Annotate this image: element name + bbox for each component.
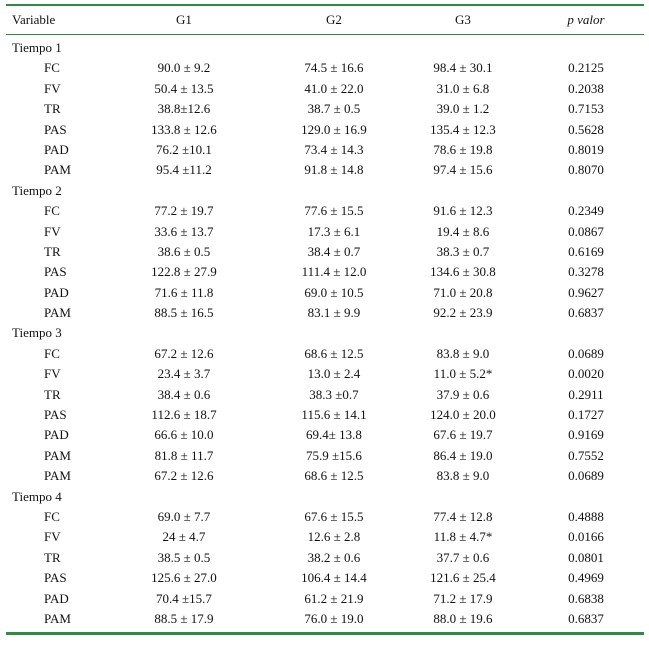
g3-cell: 124.0 ± 20.0 bbox=[430, 407, 496, 423]
data-table bbox=[6, 4, 644, 635]
g3-cell: 77.4 ± 12.8 bbox=[433, 508, 493, 524]
g3-cell: 86.4 ± 19.0 bbox=[433, 447, 493, 463]
g3-cell: 98.4 ± 30.1 bbox=[433, 60, 493, 76]
p-valor-cell: 0.6837 bbox=[568, 305, 604, 321]
g2-cell: 83.1 ± 9.9 bbox=[307, 305, 361, 321]
g2-cell: 12.6 ± 2.8 bbox=[307, 529, 361, 545]
g1-cell: 88.5 ± 16.5 bbox=[154, 305, 214, 321]
variable-cell: FV bbox=[44, 366, 61, 382]
group-label-row bbox=[6, 323, 644, 343]
g2-cell: 13.0 ± 2.4 bbox=[307, 366, 361, 382]
table-row bbox=[6, 242, 644, 262]
group-label-row bbox=[6, 181, 644, 201]
g1-cell: 24 ± 4.7 bbox=[162, 529, 206, 545]
g2-cell: 38.4 ± 0.7 bbox=[307, 243, 361, 259]
table-row bbox=[6, 609, 644, 629]
bottom-rule bbox=[6, 632, 644, 635]
g2-cell: 67.6 ± 15.5 bbox=[304, 508, 364, 524]
g3-cell: 38.3 ± 0.7 bbox=[436, 243, 490, 259]
table-row bbox=[6, 364, 644, 384]
g3-cell: 71.2 ± 17.9 bbox=[433, 590, 493, 606]
p-valor-cell: 0.3278 bbox=[568, 264, 604, 280]
group-label-row bbox=[6, 38, 644, 58]
g2-cell: 129.0 ± 16.9 bbox=[301, 121, 367, 137]
g3-cell: 135.4 ± 12.3 bbox=[430, 121, 496, 137]
g2-cell: 69.4± 13.8 bbox=[306, 427, 362, 443]
p-valor-cell: 0.9169 bbox=[568, 427, 604, 443]
g2-cell: 38.7 ± 0.5 bbox=[307, 101, 361, 117]
table-row bbox=[6, 466, 644, 486]
p-valor-cell: 0.2349 bbox=[568, 203, 604, 219]
table-row bbox=[6, 140, 644, 160]
g3-cell: 11.8 ± 4.7* bbox=[433, 529, 493, 545]
variable-cell: TR bbox=[44, 243, 61, 259]
group-label: Tiempo 2 bbox=[12, 182, 62, 198]
g1-cell: 77.2 ± 19.7 bbox=[154, 203, 214, 219]
g2-cell: 106.4 ± 14.4 bbox=[301, 570, 367, 586]
table-row bbox=[6, 222, 644, 242]
variable-cell: PAD bbox=[44, 427, 69, 443]
variable-cell: FV bbox=[44, 223, 61, 239]
g1-cell: 67.2 ± 12.6 bbox=[154, 345, 214, 361]
variable-cell: PAS bbox=[44, 121, 67, 137]
g1-cell: 50.4 ± 13.5 bbox=[154, 80, 214, 96]
group-label: Tiempo 1 bbox=[12, 40, 62, 55]
p-valor-cell: 0.0689 bbox=[568, 468, 604, 484]
p-valor-cell: 0.2038 bbox=[568, 80, 604, 96]
g2-cell: 38.2 ± 0.6 bbox=[307, 549, 361, 565]
table-row bbox=[6, 58, 644, 78]
g1-cell: 76.2 ±10.1 bbox=[156, 141, 212, 157]
g3-cell: 71.0 ± 20.8 bbox=[433, 284, 493, 300]
variable-cell: PAS bbox=[44, 264, 67, 280]
group-label: Tiempo 4 bbox=[12, 488, 62, 504]
variable-cell: PAM bbox=[44, 610, 71, 626]
p-valor-cell: 0.1727 bbox=[568, 407, 604, 423]
p-valor-cell: 0.7552 bbox=[568, 447, 604, 463]
g3-cell: 121.6 ± 25.4 bbox=[430, 570, 496, 586]
g1-cell: 38.5 ± 0.5 bbox=[157, 549, 211, 565]
variable-cell: PAM bbox=[44, 162, 71, 178]
g3-cell: 19.4 ± 8.6 bbox=[436, 223, 490, 239]
g1-cell: 66.6 ± 10.0 bbox=[154, 427, 214, 443]
g1-cell: 67.2 ± 12.6 bbox=[154, 468, 214, 484]
variable-cell: PAD bbox=[44, 141, 69, 157]
g1-cell: 38.8±12.6 bbox=[157, 101, 211, 117]
g3-cell: 88.0 ± 19.6 bbox=[433, 610, 493, 626]
p-valor-cell: 0.9627 bbox=[568, 284, 604, 300]
p-valor-cell: 0.2911 bbox=[568, 386, 604, 402]
p-valor-cell: 0.0867 bbox=[568, 223, 604, 239]
variable-cell: PAD bbox=[44, 590, 69, 606]
g3-cell: 11.0 ± 5.2* bbox=[433, 366, 493, 382]
p-valor-cell: 0.5628 bbox=[568, 121, 604, 137]
g3-cell: 37.9 ± 0.6 bbox=[436, 386, 490, 402]
g2-cell: 41.0 ± 22.0 bbox=[304, 80, 364, 96]
p-valor-cell: 0.2125 bbox=[568, 60, 604, 76]
table-row bbox=[6, 527, 644, 547]
variable-cell: PAD bbox=[44, 284, 69, 300]
g3-cell: 31.0 ± 6.8 bbox=[436, 80, 490, 96]
g1-cell: 33.6 ± 13.7 bbox=[154, 223, 214, 239]
p-valor-cell: 0.4969 bbox=[568, 570, 604, 586]
g1-cell: 95.4 ±11.2 bbox=[156, 162, 212, 178]
g2-cell: 17.3 ± 6.1 bbox=[307, 223, 361, 239]
g3-cell: 91.6 ± 12.3 bbox=[433, 203, 493, 219]
header-g1: G1 bbox=[176, 12, 192, 27]
header-g3: G3 bbox=[455, 12, 471, 27]
table-row bbox=[6, 303, 644, 323]
table-row bbox=[6, 385, 644, 405]
table-row bbox=[6, 507, 644, 527]
g3-cell: 39.0 ± 1.2 bbox=[436, 101, 490, 117]
g1-cell: 133.8 ± 12.6 bbox=[151, 121, 217, 137]
g2-cell: 77.6 ± 15.5 bbox=[304, 203, 364, 219]
table-body bbox=[6, 35, 644, 629]
g2-cell: 115.6 ± 14.1 bbox=[301, 407, 367, 423]
table-row bbox=[6, 425, 644, 445]
g1-cell: 81.8 ± 11.7 bbox=[154, 447, 214, 463]
p-valor-cell: 0.4888 bbox=[568, 508, 604, 524]
g1-cell: 38.6 ± 0.5 bbox=[157, 243, 211, 259]
g3-cell: 92.2 ± 23.9 bbox=[433, 305, 493, 321]
g3-cell: 78.6 ± 19.8 bbox=[433, 141, 493, 157]
g2-cell: 38.3 ±0.7 bbox=[309, 386, 359, 402]
variable-cell: FV bbox=[44, 80, 61, 96]
header-row bbox=[6, 6, 644, 34]
variable-cell: PAS bbox=[44, 407, 67, 423]
variable-cell: FV bbox=[44, 529, 61, 545]
g2-cell: 75.9 ±15.6 bbox=[306, 447, 362, 463]
group-label-row bbox=[6, 487, 644, 507]
variable-cell: PAM bbox=[44, 468, 71, 484]
g2-cell: 61.2 ± 21.9 bbox=[304, 590, 364, 606]
g1-cell: 69.0 ± 7.7 bbox=[157, 508, 211, 524]
p-valor-cell: 0.6837 bbox=[568, 610, 604, 626]
table-row bbox=[6, 568, 644, 588]
variable-cell: FC bbox=[44, 203, 60, 219]
p-valor-cell: 0.8019 bbox=[568, 141, 604, 157]
variable-cell: PAS bbox=[44, 570, 67, 586]
g2-cell: 69.0 ± 10.5 bbox=[304, 284, 364, 300]
table-row bbox=[6, 160, 644, 180]
g3-cell: 83.8 ± 9.0 bbox=[436, 345, 490, 361]
g3-cell: 134.6 ± 30.8 bbox=[430, 264, 496, 280]
table-row bbox=[6, 79, 644, 99]
g2-cell: 73.4 ± 14.3 bbox=[304, 141, 364, 157]
g3-cell: 67.6 ± 19.7 bbox=[433, 427, 493, 443]
p-valor-cell: 0.8070 bbox=[568, 162, 604, 178]
g1-cell: 71.6 ± 11.8 bbox=[154, 284, 214, 300]
variable-cell: TR bbox=[44, 386, 61, 402]
p-valor-cell: 0.6169 bbox=[568, 243, 604, 259]
g3-cell: 97.4 ± 15.6 bbox=[433, 162, 493, 178]
p-valor-cell: 0.7153 bbox=[568, 101, 604, 117]
table-row bbox=[6, 446, 644, 466]
g3-cell: 37.7 ± 0.6 bbox=[436, 549, 490, 565]
g1-cell: 38.4 ± 0.6 bbox=[157, 386, 211, 402]
g2-cell: 91.8 ± 14.8 bbox=[304, 162, 364, 178]
g1-cell: 88.5 ± 17.9 bbox=[154, 610, 214, 626]
p-valor-cell: 0.0801 bbox=[568, 549, 604, 565]
p-valor-cell: 0.0020 bbox=[568, 366, 604, 382]
p-valor-cell: 0.6838 bbox=[568, 590, 604, 606]
g1-cell: 112.6 ± 18.7 bbox=[151, 407, 217, 423]
variable-cell: FC bbox=[44, 508, 60, 524]
table-row bbox=[6, 201, 644, 221]
variable-cell: FC bbox=[44, 345, 60, 361]
header-g2: G2 bbox=[326, 12, 342, 27]
table-row bbox=[6, 344, 644, 364]
g2-cell: 68.6 ± 12.5 bbox=[304, 468, 364, 484]
g1-cell: 90.0 ± 9.2 bbox=[157, 60, 211, 76]
variable-cell: PAM bbox=[44, 447, 71, 463]
variable-cell: FC bbox=[44, 60, 60, 76]
header-variable: Variable bbox=[12, 12, 56, 27]
g2-cell: 74.5 ± 16.6 bbox=[304, 60, 364, 76]
g2-cell: 68.6 ± 12.5 bbox=[304, 345, 364, 361]
g2-cell: 76.0 ± 19.0 bbox=[304, 610, 364, 626]
table-row bbox=[6, 589, 644, 609]
p-valor-cell: 0.0166 bbox=[568, 529, 604, 545]
g1-cell: 122.8 ± 27.9 bbox=[151, 264, 217, 280]
variable-cell: PAM bbox=[44, 305, 71, 321]
g3-cell: 83.8 ± 9.0 bbox=[436, 468, 490, 484]
table-row bbox=[6, 548, 644, 568]
p-valor-cell: 0.0689 bbox=[568, 345, 604, 361]
header-p-valor: p valor bbox=[567, 12, 605, 27]
g1-cell: 125.6 ± 27.0 bbox=[151, 570, 217, 586]
group-label: Tiempo 3 bbox=[12, 325, 62, 341]
table-row bbox=[6, 120, 644, 140]
g2-cell: 111.4 ± 12.0 bbox=[301, 264, 367, 280]
table-row bbox=[6, 262, 644, 282]
table-row bbox=[6, 99, 644, 119]
table-row bbox=[6, 283, 644, 303]
variable-cell: TR bbox=[44, 101, 61, 117]
g1-cell: 23.4 ± 3.7 bbox=[157, 366, 211, 382]
variable-cell: TR bbox=[44, 549, 61, 565]
table-row bbox=[6, 405, 644, 425]
g1-cell: 70.4 ±15.7 bbox=[156, 590, 212, 606]
